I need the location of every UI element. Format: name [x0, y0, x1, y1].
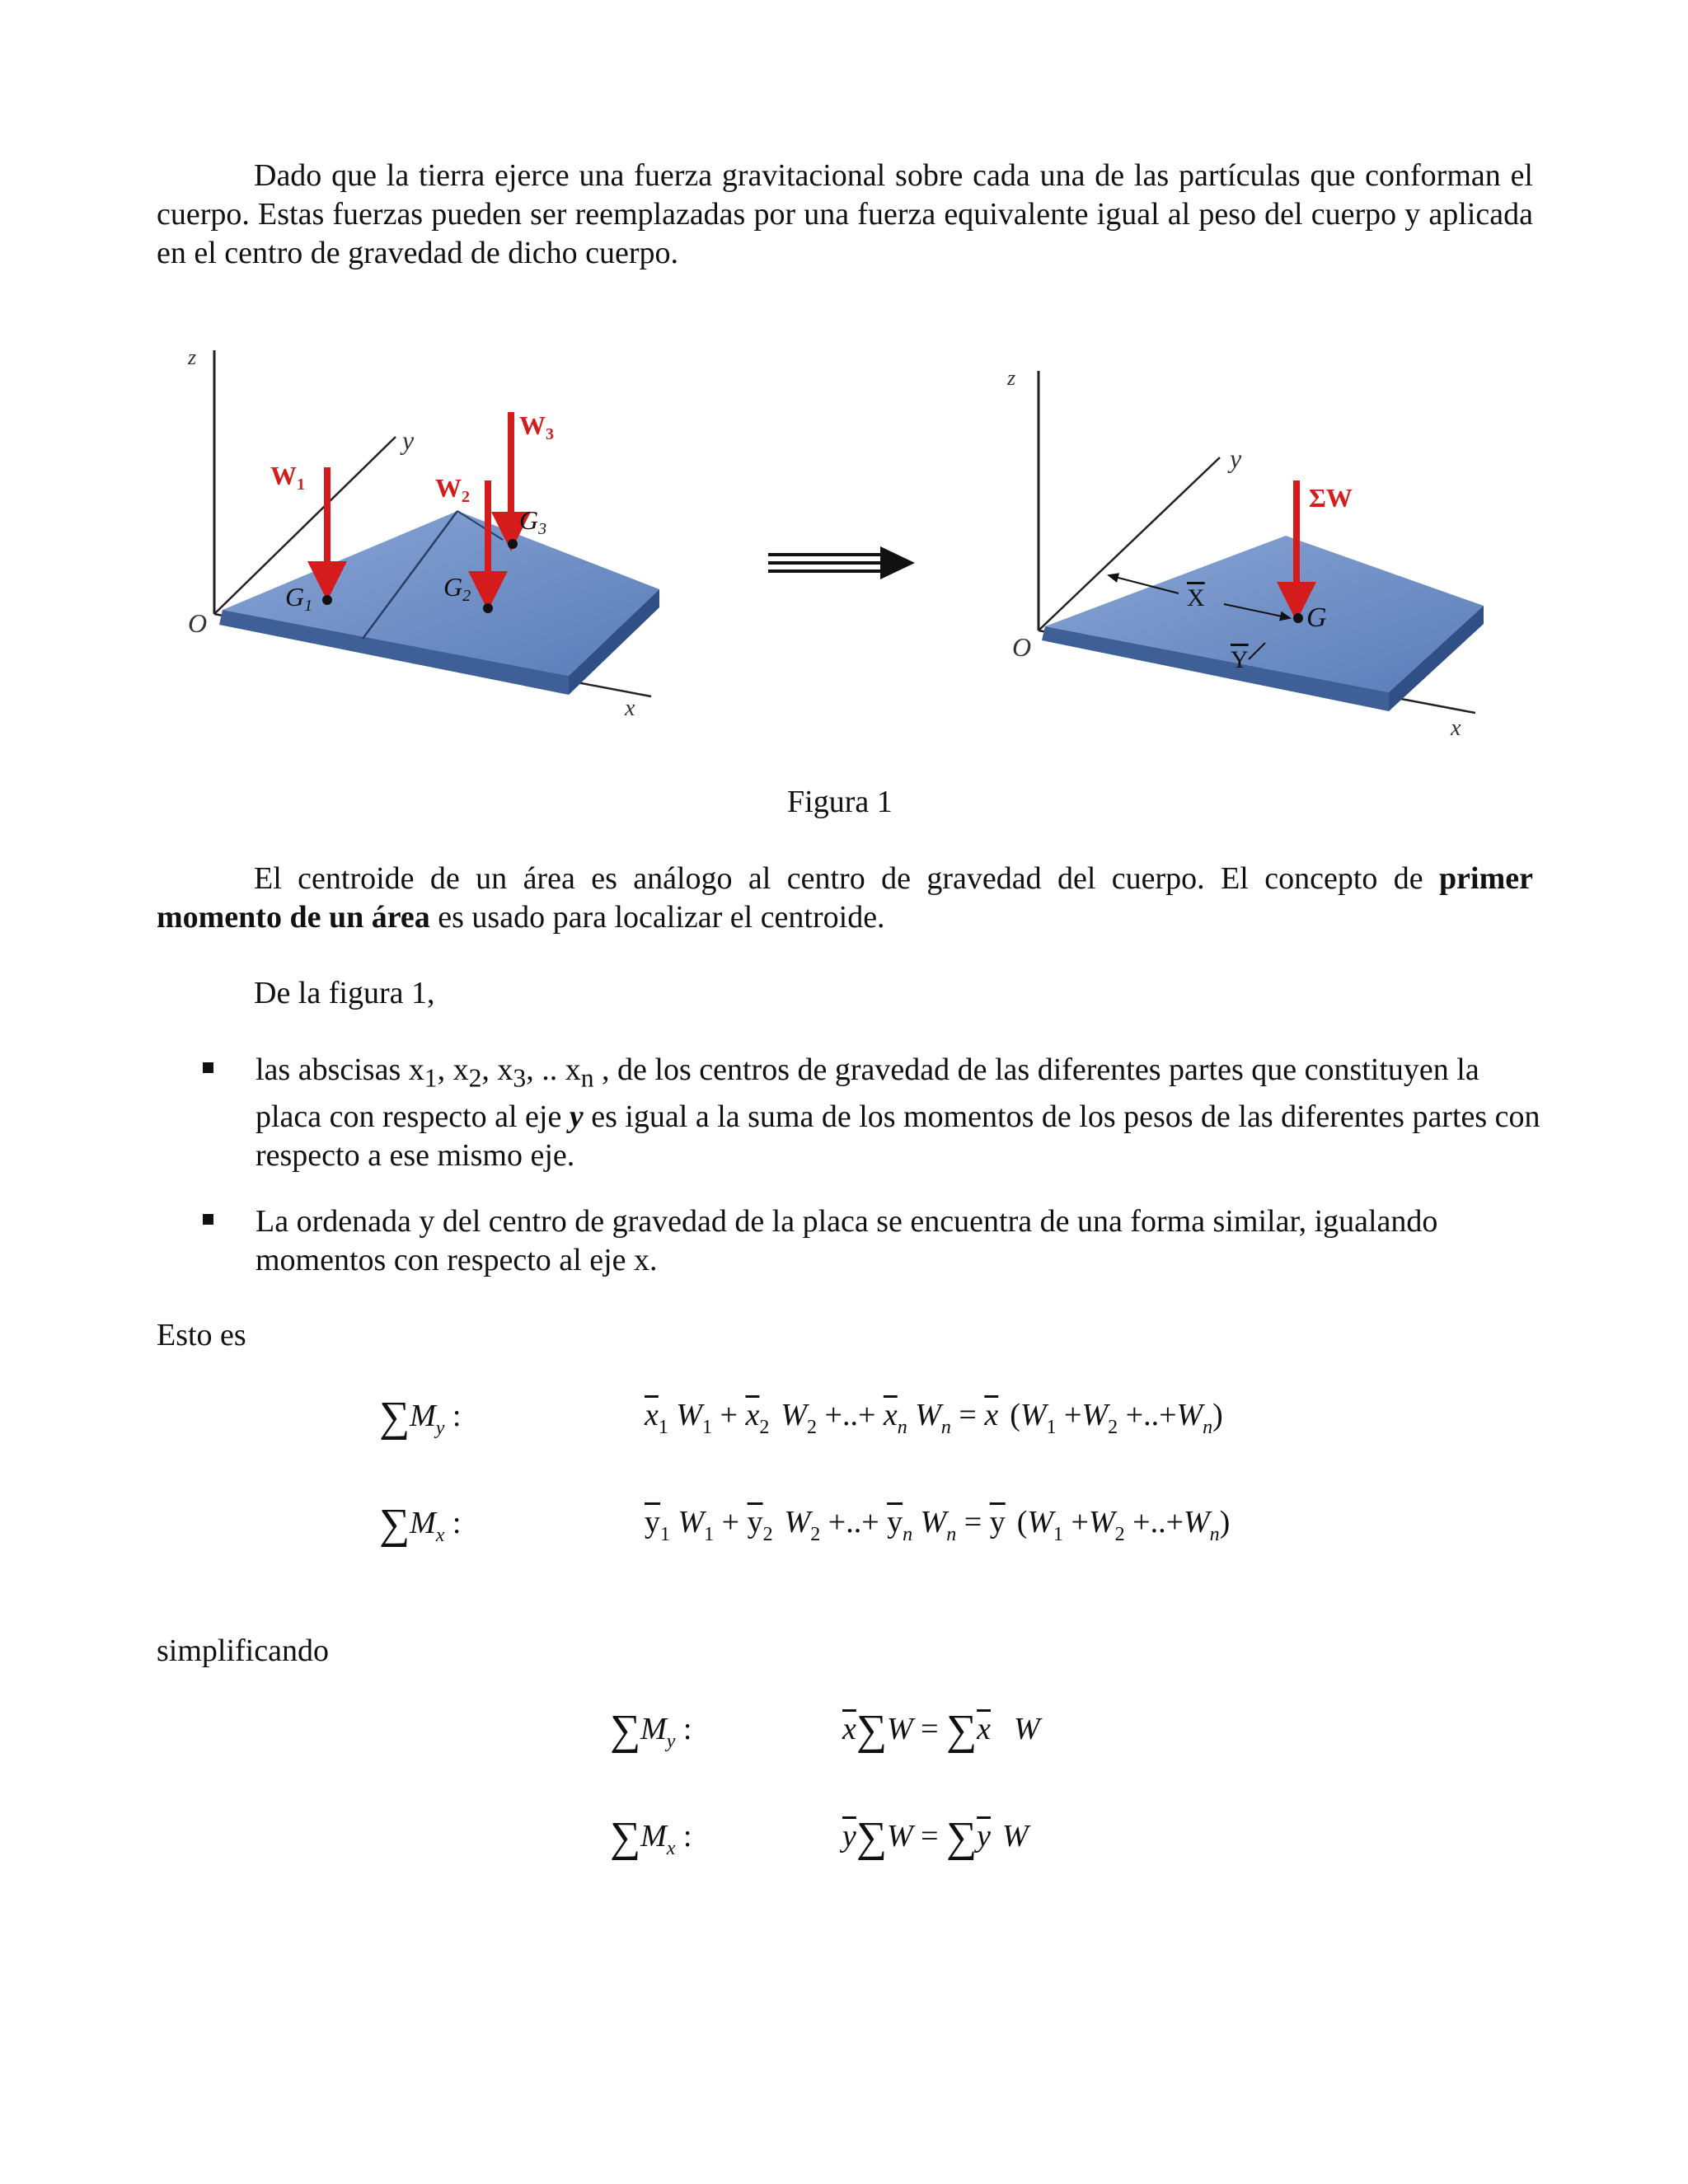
bullet-item-2	[206, 1202, 1541, 1285]
g-point	[1293, 613, 1303, 623]
bullet-text-1: las abscisas $x_1$, $x_2$, $x_3$, .. $x_n$ , de los centros de gravedad de las diferentes partes que constituyen la placa con respecto al eje y es igual a la suma de los momentos de los pesos de las diferentes partes con respecto a ese mismo eje.	[256, 1052, 1540, 1173]
z-label-left: z	[188, 345, 197, 369]
eq3-body: $\overline{x}\sum W = \sum\overline{x}$ W	[842, 1707, 1040, 1754]
w3-label: W3	[519, 410, 554, 443]
g-label: G	[1306, 602, 1327, 633]
centroid-paragraph	[157, 860, 1533, 937]
g2-point	[483, 603, 493, 613]
centroid-text-after: es usado para localizar el centroide.	[429, 900, 885, 935]
bullet-text-2: La ordenada y del centro de gravedad de la placa se encuentra de una forma similar, igualando momentos con respecto al eje x.	[256, 1204, 1438, 1277]
eq3-label: $\sum M_y$ :	[610, 1707, 692, 1754]
eq1-label: $\sum M_y$ :	[379, 1394, 462, 1441]
g2-label: G2	[443, 572, 471, 605]
eq2-label: $\sum M_x$ :	[379, 1501, 462, 1548]
z-label-right: z	[1007, 366, 1016, 390]
origin-label-left: O	[188, 608, 208, 638]
x-label-left: x	[625, 696, 635, 721]
figure-left-diagram	[187, 345, 659, 721]
centroid-text-before: El centroide de un área es análogo al centro de gravedad del cuerpo. El concepto de	[254, 861, 1440, 896]
intro-paragraph: Dado que la tierra ejerce una fuerza gravitacional sobre cada una de las partículas que conforman el cuerpo. Estas fuerzas pueden ser reemplazadas por una fuerza equivalente igual al peso del cuerpo y aplicada en el centro de gravedad de dicho cuerpo.	[157, 158, 1533, 270]
eq2-body: $\overline{y}_1$ $W_1 + \overline{y}_2$ $W_2$ +..+ $\overline{y}_n$ $W_n = \overline{y}$ $(W_1 +W_2 +..+W_n)$	[645, 1505, 1231, 1545]
transformation-arrow	[768, 546, 915, 579]
g3-point	[508, 539, 518, 549]
from-figure-text: De la figura 1,	[254, 976, 435, 1010]
sum-w-label: ΣW	[1309, 483, 1353, 513]
g3-label: G3	[519, 505, 547, 538]
figure-caption: Figura 1	[787, 785, 893, 819]
eq4-body: $\overline{y}\sum W = \sum\overline{y}$ W	[842, 1814, 1029, 1861]
x-label-right: x	[1451, 715, 1461, 741]
centroid-bold-term: primer momento de un área	[157, 861, 1533, 935]
bullet-marker-2	[203, 1214, 213, 1225]
eq4-label: $\sum M_x$ :	[610, 1814, 692, 1861]
g1-label: G1	[285, 582, 313, 615]
simplificando-text: simplificando	[157, 1633, 329, 1668]
g1-point	[322, 595, 332, 605]
figure-right-diagram	[1006, 366, 1484, 741]
bullet-item-1	[206, 1051, 1541, 1173]
figure-1	[157, 334, 1508, 754]
ybar-label: Y	[1231, 646, 1249, 673]
esto-es-text: Esto es	[157, 1318, 246, 1352]
xbar-label: X	[1187, 584, 1205, 612]
origin-label-right: O	[1012, 632, 1032, 662]
bullet-marker-1	[203, 1062, 213, 1073]
w1-label: W1	[270, 461, 305, 494]
y-label-left: y	[402, 425, 415, 455]
y-label-right: y	[1230, 443, 1242, 473]
w2-label: W2	[435, 473, 470, 506]
eq1-body: $\overline{x}_1$ $W_1 + \overline{x}_2$ $W_2$ +..+ $\overline{x}_n$ $W_n = \overline{x}$ $(W_1 +W_2 +..+W_n)$	[645, 1398, 1223, 1438]
